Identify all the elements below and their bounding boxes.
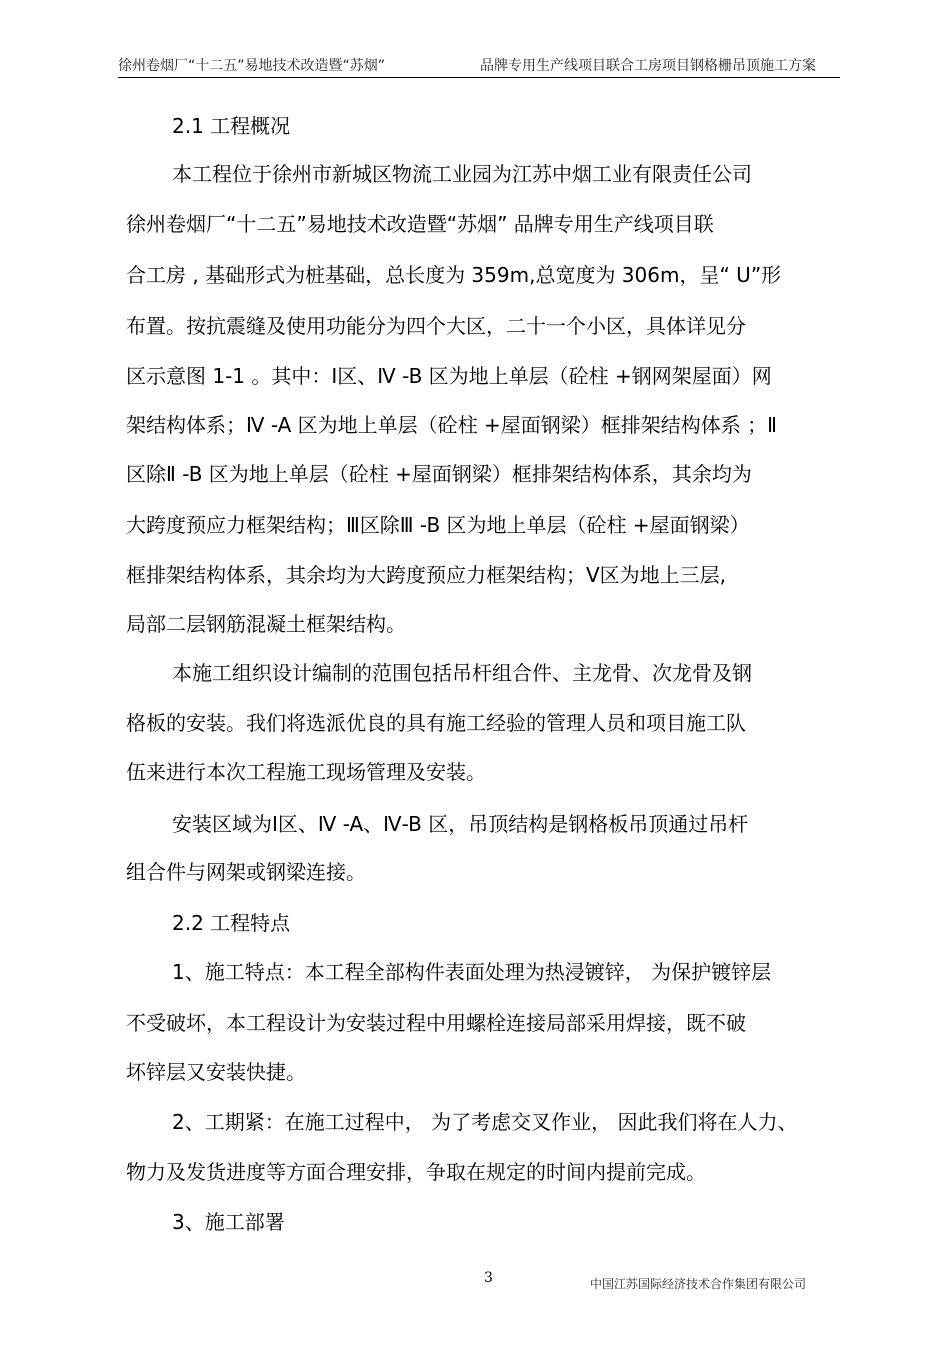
page-number: 3	[484, 1270, 493, 1286]
paragraph-line: 安装区域为Ⅰ区、Ⅳ -A、Ⅳ-B 区，吊顶结构是钢格板吊顶通过吊杆	[172, 812, 749, 836]
paragraph-line: 区除Ⅱ -B 区为地上单层（砼柱 +屋面钢梁）框排架结构体系，其余均为	[126, 462, 752, 486]
paragraph-line: 坏锌层又安装快捷。	[126, 1060, 306, 1084]
paragraph-line: 架结构体系；Ⅳ -A 区为地上单层（砼柱 +屋面钢梁）框排架结构体系 ；Ⅱ	[126, 413, 777, 437]
header-rule	[118, 77, 840, 78]
header-title-left: 徐州卷烟厂“十二五”易地技术改造暨“苏烟”	[118, 58, 386, 74]
paragraph-line: 合工房 , 基础形式为桩基础，总长度为 359m,总宽度为 306m，呈“ U”形	[126, 263, 782, 287]
paragraph-line: 框排架结构体系，其余均为大跨度预应力框架结构；Ⅴ区为地上三层,	[126, 563, 727, 587]
paragraph-line: 组合件与网架或钢梁连接。	[126, 860, 366, 884]
paragraph-line: 1、施工特点：本工程全部构件表面处理为热浸镀锌， 为保护镀锌层	[172, 960, 772, 984]
paragraph-line: 本施工组织设计编制的范围包括吊杆组合件、主龙骨、次龙骨及钢	[172, 661, 752, 685]
paragraph-line: 局部二层钢筋混凝土框架结构。	[126, 612, 406, 636]
footer-company-name: 中国江苏国际经济技术合作集团有限公司	[590, 1277, 807, 1291]
paragraph-line: 徐州卷烟厂“十二五”易地技术改造暨“苏烟” 品牌专用生产线项目联	[126, 212, 714, 236]
section-heading-2-1: 2.1 工程概况	[172, 114, 291, 138]
paragraph-line: 格板的安装。我们将选派优良的具有施工经验的管理人员和项目施工队	[126, 711, 746, 735]
header-title-right: 品牌专用生产线项目联合工房项目钢格栅吊顶施工方案	[480, 58, 816, 74]
paragraph-line: 大跨度预应力框架结构；Ⅲ区除Ⅲ -B 区为地上单层（砼柱 +屋面钢梁）	[126, 513, 750, 537]
paragraph-line: 区示意图 1-1 。其中：Ⅰ区、Ⅳ -B 区为地上单层（砼柱 +钢网架屋面）网	[126, 364, 772, 388]
subsection-heading: 3、施工部署	[172, 1210, 285, 1234]
paragraph-line: 不受破坏，本工程设计为安装过程中用螺栓连接局部采用焊接，既不破	[126, 1011, 746, 1035]
paragraph-line: 2、工期紧：在施工过程中， 为了考虑交叉作业， 因此我们将在人力、	[172, 1110, 798, 1134]
paragraph-line: 布置。按抗震缝及使用功能分为四个大区，二十一个小区，具体详见分	[126, 314, 746, 338]
page-header	[118, 52, 840, 76]
paragraph-line: 物力及发货进度等方面合理安排，争取在规定的时间内提前完成。	[126, 1160, 706, 1184]
paragraph-line: 本工程位于徐州市新城区物流工业园为江苏中烟工业有限责任公司	[172, 162, 752, 186]
paragraph-line: 伍来进行本次工程施工现场管理及安装。	[126, 760, 486, 784]
section-heading-2-2: 2.2 工程特点	[172, 911, 291, 935]
